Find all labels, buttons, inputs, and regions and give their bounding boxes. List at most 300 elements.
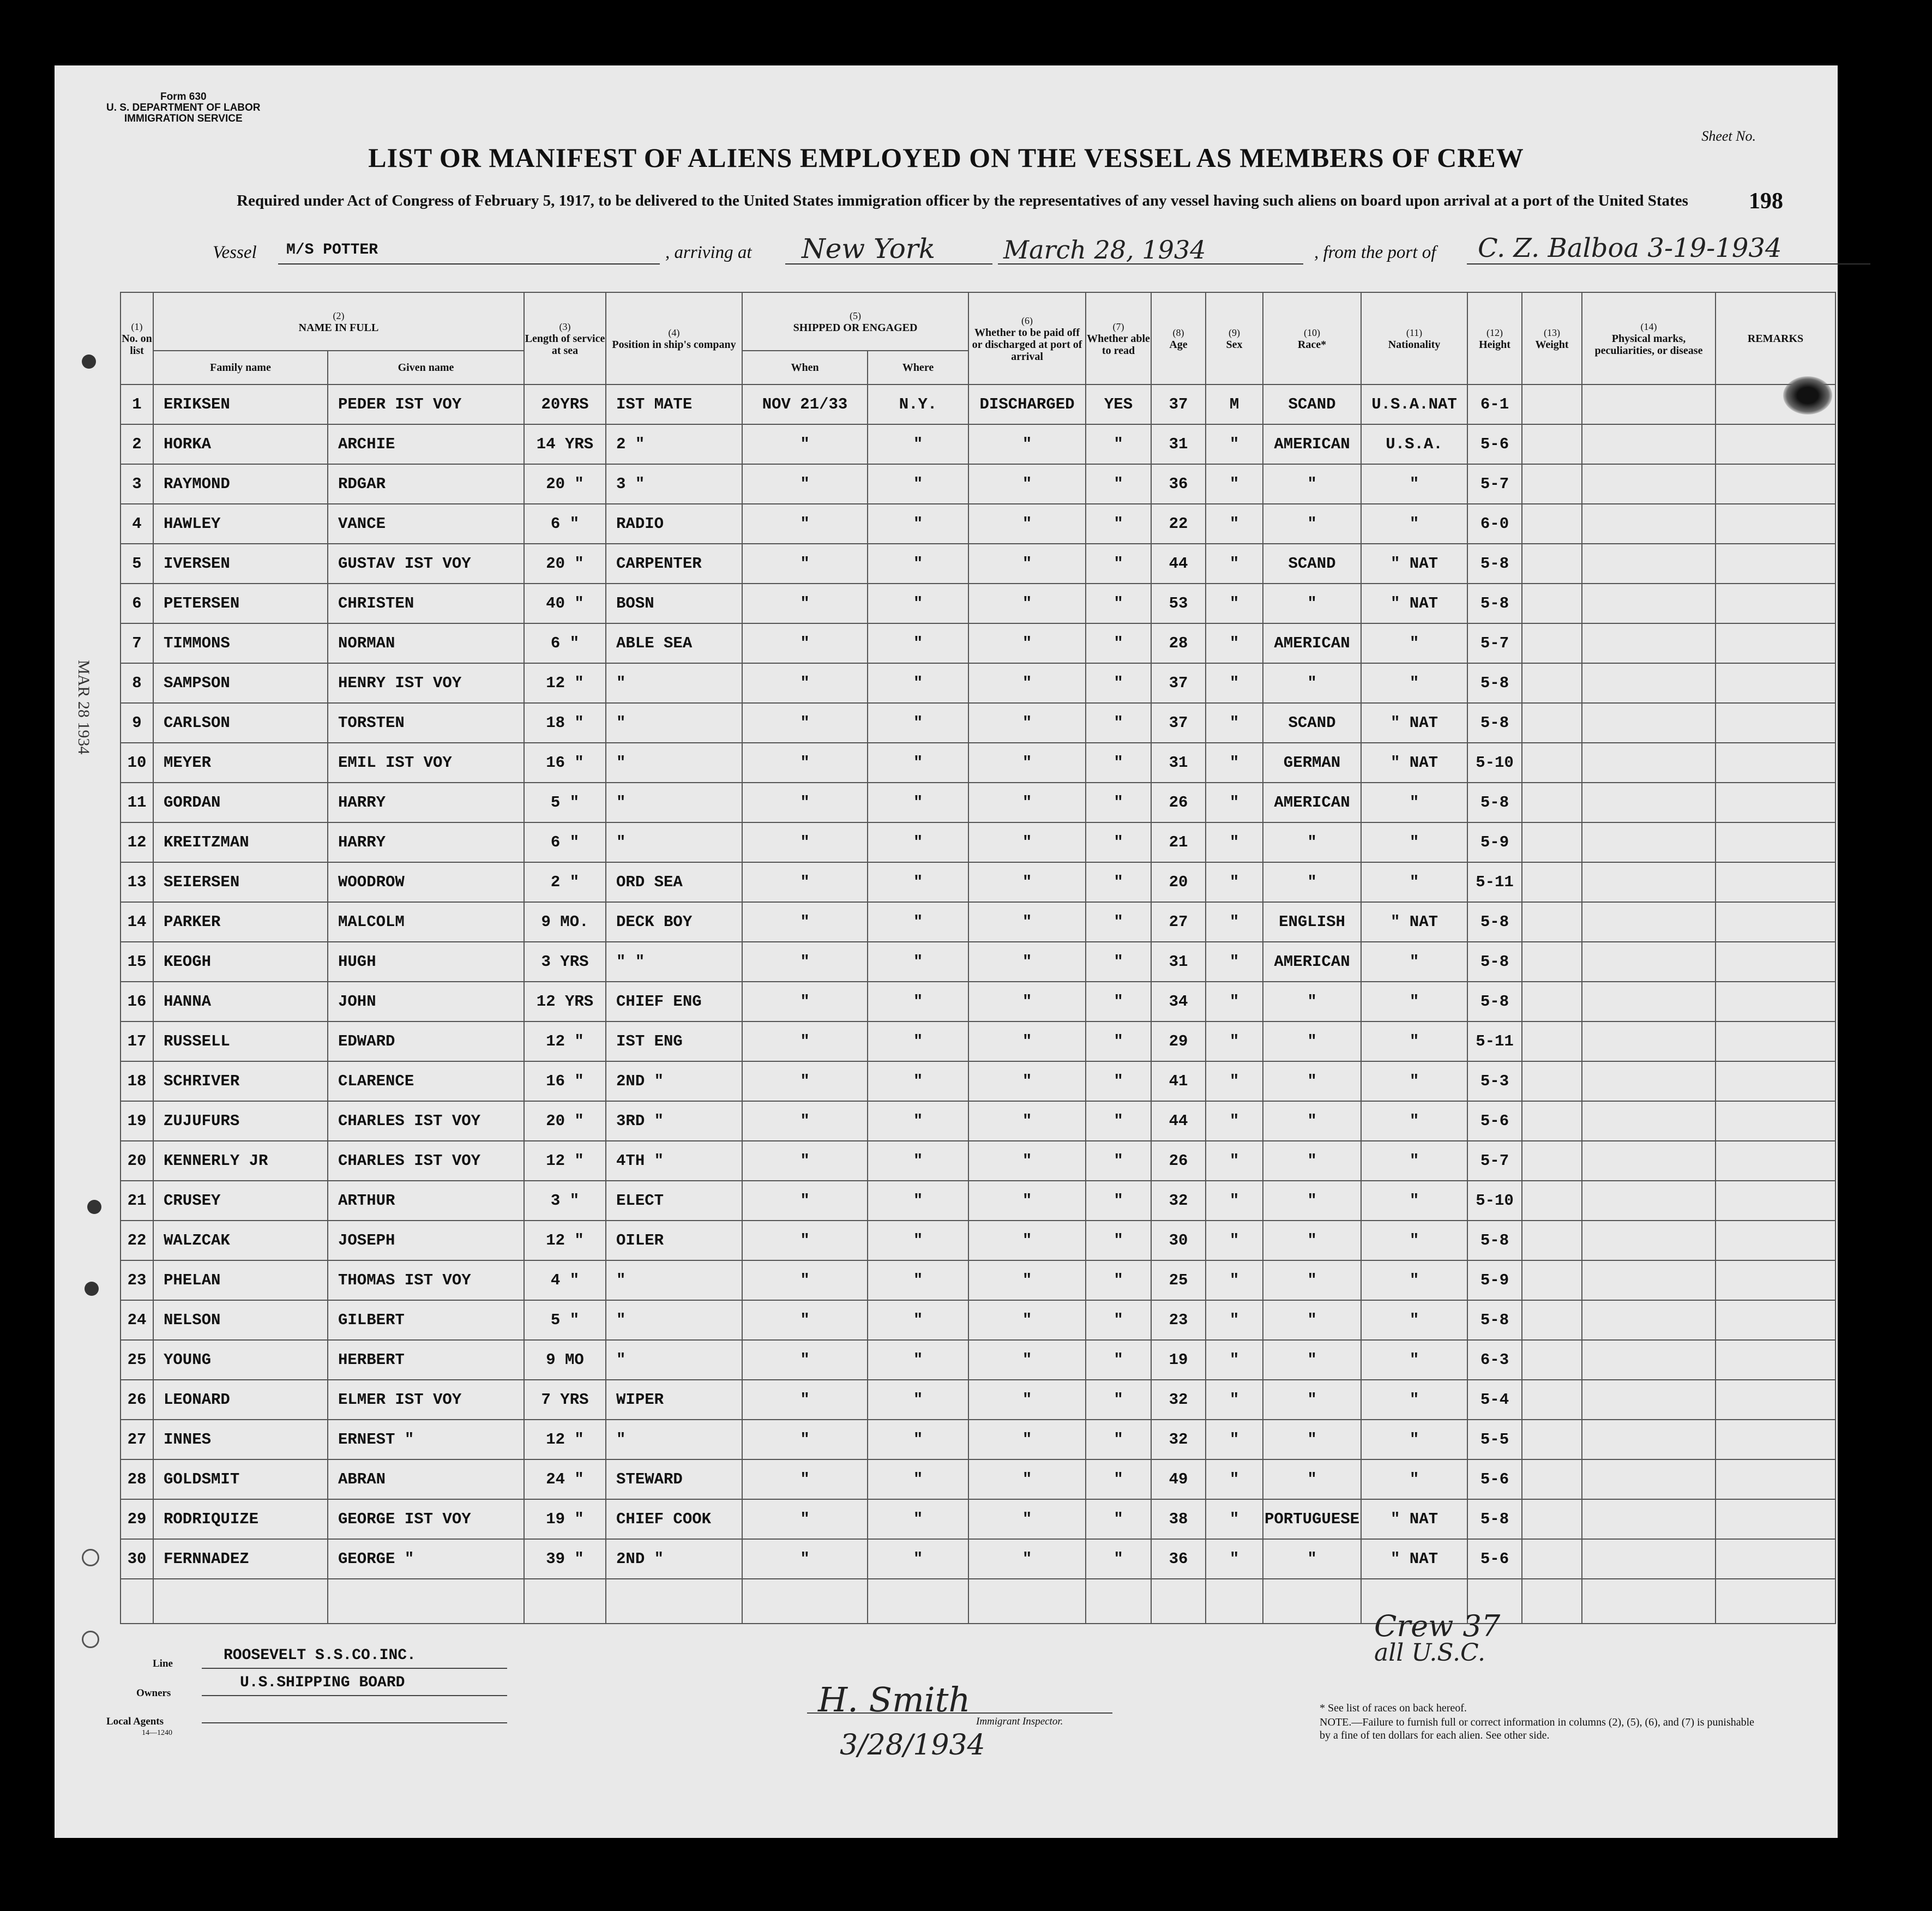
height-cell: 5-7 [1467, 623, 1522, 663]
able-to-read-cell: " [1086, 1420, 1151, 1459]
sex-cell: " [1206, 1141, 1263, 1181]
nationality-cell: " [1361, 1021, 1467, 1061]
given-name-cell: WOODROW [328, 862, 524, 902]
nationality-cell: " [1361, 1061, 1467, 1101]
blank-cell [121, 1579, 153, 1624]
paid-off-cell: " [968, 942, 1086, 982]
blank-cell [524, 1579, 606, 1624]
position-cell: " [606, 663, 742, 703]
age-cell: 30 [1151, 1221, 1206, 1260]
age-cell: 27 [1151, 902, 1206, 942]
race-cell: " [1263, 862, 1361, 902]
blank-cell [1716, 1459, 1835, 1499]
table-row [121, 424, 1835, 464]
table-row [121, 584, 1835, 623]
paid-off-cell: " [968, 1181, 1086, 1221]
blank-cell [1206, 1579, 1263, 1624]
given-name-cell: GUSTAV IST VOY [328, 544, 524, 584]
race-cell: AMERICAN [1263, 623, 1361, 663]
given-name-cell: THOMAS IST VOY [328, 1260, 524, 1300]
table-row [121, 464, 1835, 504]
family-name-cell: TIMMONS [153, 623, 328, 663]
able-to-read-cell: " [1086, 663, 1151, 703]
position-cell: IST MATE [606, 384, 742, 424]
service-length-cell: 12 " [524, 1141, 606, 1181]
paid-off-cell: " [968, 1260, 1086, 1300]
paid-off-cell: " [968, 902, 1086, 942]
row-number-cell: 10 [121, 743, 153, 783]
row-number-cell: 29 [121, 1499, 153, 1539]
row-number-cell: 6 [121, 584, 153, 623]
blank-cell [1522, 1021, 1582, 1061]
given-name-cell: ARTHUR [328, 1181, 524, 1221]
sex-cell: " [1206, 1300, 1263, 1340]
shipped-when-cell: " [742, 504, 868, 544]
able-to-read-cell: " [1086, 942, 1151, 982]
height-cell: 5-8 [1467, 902, 1522, 942]
service-length-cell: 16 " [524, 743, 606, 783]
blank-cell [1582, 1221, 1716, 1260]
height-cell: 5-5 [1467, 1420, 1522, 1459]
race-cell: " [1263, 504, 1361, 544]
able-to-read-cell: " [1086, 862, 1151, 902]
shipped-when-cell: " [742, 1539, 868, 1579]
age-cell: 32 [1151, 1420, 1206, 1459]
paid-off-cell: " [968, 623, 1086, 663]
shipped-when-cell: " [742, 783, 868, 822]
given-name-cell: ARCHIE [328, 424, 524, 464]
blank-cell [1582, 1340, 1716, 1380]
able-to-read-cell: " [1086, 1101, 1151, 1141]
col-height: (12) Height [1467, 292, 1522, 384]
row-number-cell: 24 [121, 1300, 153, 1340]
punch-hole [82, 1631, 99, 1648]
table-row [121, 1221, 1835, 1260]
race-cell: SCAND [1263, 703, 1361, 743]
table-row [121, 703, 1835, 743]
race-cell: " [1263, 982, 1361, 1021]
age-cell: 29 [1151, 1021, 1206, 1061]
service-length-cell: 4 " [524, 1260, 606, 1300]
row-number-cell: 17 [121, 1021, 153, 1061]
table-row [121, 783, 1835, 822]
blank-cell [1522, 902, 1582, 942]
col-where: Where [868, 351, 968, 384]
blank-cell [1522, 544, 1582, 584]
blank-cell [1522, 703, 1582, 743]
row-number-cell: 7 [121, 623, 153, 663]
service-length-cell: 6 " [524, 623, 606, 663]
shipped-when-cell: " [742, 1300, 868, 1340]
paid-off-cell: " [968, 783, 1086, 822]
given-name-cell: HARRY [328, 783, 524, 822]
nationality-cell: " [1361, 1101, 1467, 1141]
shipped-when-cell: " [742, 1260, 868, 1300]
shipped-when-cell: " [742, 663, 868, 703]
penalty-note: NOTE.—Failure to furnish full or correct information in columns (2), (5), (6), and (7) is punishable by a fine of ten dollars for each alien. See other side. [1320, 1716, 1755, 1741]
shipped-where-cell: " [868, 1340, 968, 1380]
given-name-cell: CHARLES IST VOY [328, 1141, 524, 1181]
position-cell: ELECT [606, 1181, 742, 1221]
blank-cell [1716, 1021, 1835, 1061]
service-length-cell: 16 " [524, 1061, 606, 1101]
given-name-cell: GILBERT [328, 1300, 524, 1340]
family-name-cell: ERIKSEN [153, 384, 328, 424]
nationality-cell: " NAT [1361, 743, 1467, 783]
position-cell: IST ENG [606, 1021, 742, 1061]
form-number: Form 630 [160, 91, 207, 103]
position-cell: STEWARD [606, 1459, 742, 1499]
able-to-read-cell: " [1086, 1221, 1151, 1260]
departure-port: C. Z. Balboa 3-19-1934 [1478, 233, 1782, 263]
service-length-cell: 3 " [524, 1181, 606, 1221]
blank-cell [1582, 1260, 1716, 1300]
able-to-read-cell: " [1086, 424, 1151, 464]
given-name-cell: HARRY [328, 822, 524, 862]
shipped-when-cell: NOV 21/33 [742, 384, 868, 424]
shipped-where-cell: " [868, 862, 968, 902]
blank-cell [1582, 1459, 1716, 1499]
shipped-where-cell: " [868, 1061, 968, 1101]
race-cell: " [1263, 1141, 1361, 1181]
form-code: 14—1240 [142, 1729, 172, 1737]
service-length-cell: 3 YRS [524, 942, 606, 982]
race-cell: " [1263, 1300, 1361, 1340]
paid-off-cell: " [968, 822, 1086, 862]
sex-cell: " [1206, 1539, 1263, 1579]
blank-cell [1522, 584, 1582, 623]
able-to-read-cell: " [1086, 902, 1151, 942]
height-cell: 6-1 [1467, 384, 1522, 424]
age-cell: 36 [1151, 1539, 1206, 1579]
blank-cell [1582, 504, 1716, 544]
blank-cell [1716, 1300, 1835, 1340]
shipped-when-cell: " [742, 703, 868, 743]
blank-cell [1716, 464, 1835, 504]
family-name-cell: KEOGH [153, 942, 328, 982]
shipped-where-cell: " [868, 1499, 968, 1539]
blank-cell [1716, 862, 1835, 902]
able-to-read-cell: " [1086, 1539, 1151, 1579]
nationality-cell: " [1361, 464, 1467, 504]
paid-off-cell: " [968, 862, 1086, 902]
arriving-port: New York [802, 233, 935, 265]
position-cell: " [606, 703, 742, 743]
row-number-cell: 15 [121, 942, 153, 982]
blank-cell [1716, 1340, 1835, 1380]
given-name-cell: JOSEPH [328, 1221, 524, 1260]
shipped-where-cell: " [868, 663, 968, 703]
shipped-where-cell: " [868, 424, 968, 464]
blank-cell [1716, 822, 1835, 862]
service-length-cell: 24 " [524, 1459, 606, 1499]
paid-off-cell: " [968, 743, 1086, 783]
paid-off-cell: " [968, 1021, 1086, 1061]
sex-cell: " [1206, 464, 1263, 504]
given-name-cell: GEORGE IST VOY [328, 1499, 524, 1539]
blank-cell [1522, 862, 1582, 902]
punch-hole [82, 354, 96, 369]
shipped-where-cell: " [868, 703, 968, 743]
nationality-cell: " [1361, 1459, 1467, 1499]
line-label: Line [153, 1658, 173, 1669]
age-cell: 32 [1151, 1380, 1206, 1420]
sheet-number-label: Sheet No. [1701, 128, 1756, 144]
table-row [121, 1141, 1835, 1181]
shipped-when-cell: " [742, 1181, 868, 1221]
shipped-when-cell: " [742, 544, 868, 584]
given-name-cell: ERNEST " [328, 1420, 524, 1459]
vessel-name: M/S POTTER [286, 242, 378, 259]
row-number-cell: 18 [121, 1061, 153, 1101]
col-age: (8) Age [1151, 292, 1206, 384]
family-name-cell: HAWLEY [153, 504, 328, 544]
given-name-cell: TORSTEN [328, 703, 524, 743]
race-cell: " [1263, 1420, 1361, 1459]
table-row [121, 1420, 1835, 1459]
shipped-where-cell: " [868, 1141, 968, 1181]
department-name: U. S. DEPARTMENT OF LABOR [106, 102, 261, 113]
inspector-label: Immigrant Inspector. [976, 1716, 1063, 1727]
punch-hole [85, 1282, 99, 1296]
blank-cell [1522, 623, 1582, 663]
service-length-cell: 2 " [524, 862, 606, 902]
position-cell: " [606, 1420, 742, 1459]
able-to-read-cell: " [1086, 623, 1151, 663]
blank-cell [1582, 384, 1716, 424]
blank-cell [1582, 982, 1716, 1021]
blank-cell [1716, 1141, 1835, 1181]
col-marks: (14) Physical marks, peculiarities, or disease [1582, 292, 1716, 384]
blank-cell [1716, 584, 1835, 623]
blank-cell [1582, 1539, 1716, 1579]
nationality-cell: " [1361, 942, 1467, 982]
blank-cell [1582, 822, 1716, 862]
row-number-cell: 22 [121, 1221, 153, 1260]
service-length-cell: 12 " [524, 1221, 606, 1260]
sex-cell: " [1206, 623, 1263, 663]
age-cell: 37 [1151, 663, 1206, 703]
blank-cell [1522, 1221, 1582, 1260]
age-cell: 22 [1151, 504, 1206, 544]
height-cell: 5-7 [1467, 1141, 1522, 1181]
shipped-when-cell: " [742, 1061, 868, 1101]
age-cell: 31 [1151, 424, 1206, 464]
form-header [106, 92, 261, 124]
sex-cell: " [1206, 942, 1263, 982]
age-cell: 31 [1151, 743, 1206, 783]
service-length-cell: 7 YRS [524, 1380, 606, 1420]
inspector-signature: H. Smith [818, 1680, 971, 1720]
blank-cell [1522, 1300, 1582, 1340]
row-number-cell: 26 [121, 1380, 153, 1420]
height-cell: 5-8 [1467, 663, 1522, 703]
sex-cell: " [1206, 783, 1263, 822]
service-length-cell: 9 MO. [524, 902, 606, 942]
blank-cell [1582, 1300, 1716, 1340]
race-cell: " [1263, 1061, 1361, 1101]
blank-cell [1716, 1221, 1835, 1260]
given-name-cell: CLARENCE [328, 1061, 524, 1101]
service-length-cell: 40 " [524, 584, 606, 623]
blank-cell [1716, 902, 1835, 942]
paid-off-cell: " [968, 1420, 1086, 1459]
row-number-cell: 19 [121, 1101, 153, 1141]
family-name-cell: PHELAN [153, 1260, 328, 1300]
shipped-where-cell: " [868, 942, 968, 982]
family-name-cell: HANNA [153, 982, 328, 1021]
sex-cell: " [1206, 1101, 1263, 1141]
position-cell: WIPER [606, 1380, 742, 1420]
blank-cell [1522, 663, 1582, 703]
blank-cell [1582, 584, 1716, 623]
shipped-where-cell: " [868, 544, 968, 584]
height-cell: 5-8 [1467, 1221, 1522, 1260]
line-value: ROOSEVELT S.S.CO.INC. [224, 1647, 416, 1664]
paid-off-cell: " [968, 464, 1086, 504]
paid-off-cell: " [968, 1380, 1086, 1420]
row-number-cell: 30 [121, 1539, 153, 1579]
table-row [121, 504, 1835, 544]
shipped-when-cell: " [742, 1221, 868, 1260]
able-to-read-cell: " [1086, 1260, 1151, 1300]
ink-blot [1783, 376, 1832, 414]
blank-cell [1522, 1181, 1582, 1221]
blank-cell [1522, 1420, 1582, 1459]
blank-cell [1582, 1101, 1716, 1141]
col-shipped: (5) SHIPPED OR ENGAGED [742, 292, 968, 351]
owners-value: U.S.SHIPPING BOARD [240, 1674, 405, 1691]
able-to-read-cell: " [1086, 743, 1151, 783]
height-cell: 6-3 [1467, 1340, 1522, 1380]
row-number-cell: 25 [121, 1340, 153, 1380]
vessel-label: Vessel [213, 243, 257, 262]
sex-cell: " [1206, 703, 1263, 743]
service-length-cell: 12 " [524, 663, 606, 703]
table-row [121, 623, 1835, 663]
able-to-read-cell: " [1086, 464, 1151, 504]
family-name-cell: RUSSELL [153, 1021, 328, 1061]
paid-off-cell: " [968, 703, 1086, 743]
nationality-cell: " [1361, 623, 1467, 663]
position-cell: 3RD " [606, 1101, 742, 1141]
race-cell: SCAND [1263, 544, 1361, 584]
blank-cell [1716, 1380, 1835, 1420]
shipped-when-cell: " [742, 623, 868, 663]
position-cell: ORD SEA [606, 862, 742, 902]
position-cell: 3 " [606, 464, 742, 504]
sex-cell: " [1206, 1380, 1263, 1420]
blank-cell [1582, 1579, 1716, 1624]
age-cell: 38 [1151, 1499, 1206, 1539]
race-cell: " [1263, 1260, 1361, 1300]
position-cell: " [606, 1300, 742, 1340]
given-name-cell: VANCE [328, 504, 524, 544]
age-cell: 44 [1151, 1101, 1206, 1141]
sex-cell: " [1206, 1340, 1263, 1380]
shipped-where-cell: " [868, 982, 968, 1021]
paid-off-cell: " [968, 1539, 1086, 1579]
race-cell: " [1263, 1459, 1361, 1499]
nationality-cell: " [1361, 1260, 1467, 1300]
sex-cell: " [1206, 1459, 1263, 1499]
shipped-where-cell: " [868, 504, 968, 544]
sex-cell: " [1206, 663, 1263, 703]
shipped-where-cell: " [868, 623, 968, 663]
position-cell: ABLE SEA [606, 623, 742, 663]
blank-cell [1582, 783, 1716, 822]
race-cell: SCAND [1263, 384, 1361, 424]
race-cell: AMERICAN [1263, 424, 1361, 464]
race-cell: " [1263, 1340, 1361, 1380]
race-cell: " [1263, 1380, 1361, 1420]
row-number-cell: 8 [121, 663, 153, 703]
able-to-read-cell: " [1086, 703, 1151, 743]
nationality-cell: " [1361, 982, 1467, 1021]
able-to-read-cell: " [1086, 504, 1151, 544]
nationality-cell: " NAT [1361, 1499, 1467, 1539]
position-cell: OILER [606, 1221, 742, 1260]
nationality-cell: " [1361, 1340, 1467, 1380]
nationality-cell: " [1361, 1221, 1467, 1260]
blank-cell [868, 1579, 968, 1624]
family-name-cell: CARLSON [153, 703, 328, 743]
sex-cell: " [1206, 743, 1263, 783]
blank-cell [968, 1579, 1086, 1624]
age-cell: 53 [1151, 584, 1206, 623]
service-length-cell: 5 " [524, 1300, 606, 1340]
blank-cell [1582, 424, 1716, 464]
shipped-when-cell: " [742, 1021, 868, 1061]
blank-cell [1716, 663, 1835, 703]
given-name-cell: CHARLES IST VOY [328, 1101, 524, 1141]
shipped-when-cell: " [742, 1459, 868, 1499]
sex-cell: " [1206, 504, 1263, 544]
blank-cell [1582, 902, 1716, 942]
able-to-read-cell: " [1086, 822, 1151, 862]
table-row [121, 1260, 1835, 1300]
service-length-cell: 12 " [524, 1021, 606, 1061]
family-name-cell: GORDAN [153, 783, 328, 822]
row-number-cell: 9 [121, 703, 153, 743]
row-number-cell: 14 [121, 902, 153, 942]
age-cell: 37 [1151, 384, 1206, 424]
able-to-read-cell: " [1086, 1459, 1151, 1499]
height-cell: 5-6 [1467, 1459, 1522, 1499]
given-name-cell: HENRY IST VOY [328, 663, 524, 703]
family-name-cell: SAMPSON [153, 663, 328, 703]
family-name-cell: RAYMOND [153, 464, 328, 504]
shipped-where-cell: " [868, 1260, 968, 1300]
from-label: , from the port of [1314, 243, 1436, 262]
family-name-cell: INNES [153, 1420, 328, 1459]
row-number-cell: 11 [121, 783, 153, 822]
nationality-cell: " [1361, 783, 1467, 822]
blank-cell [1522, 982, 1582, 1021]
height-cell: 5-6 [1467, 424, 1522, 464]
given-name-cell: GEORGE " [328, 1539, 524, 1579]
blank-cell [1716, 1539, 1835, 1579]
row-number-cell: 16 [121, 982, 153, 1021]
blank-cell [1522, 743, 1582, 783]
blank-cell [1716, 544, 1835, 584]
header-row [121, 292, 1835, 351]
blank-cell [1582, 464, 1716, 504]
given-name-cell: ELMER IST VOY [328, 1380, 524, 1420]
family-name-cell: SCHRIVER [153, 1061, 328, 1101]
shipped-where-cell: " [868, 1101, 968, 1141]
position-cell: " [606, 822, 742, 862]
